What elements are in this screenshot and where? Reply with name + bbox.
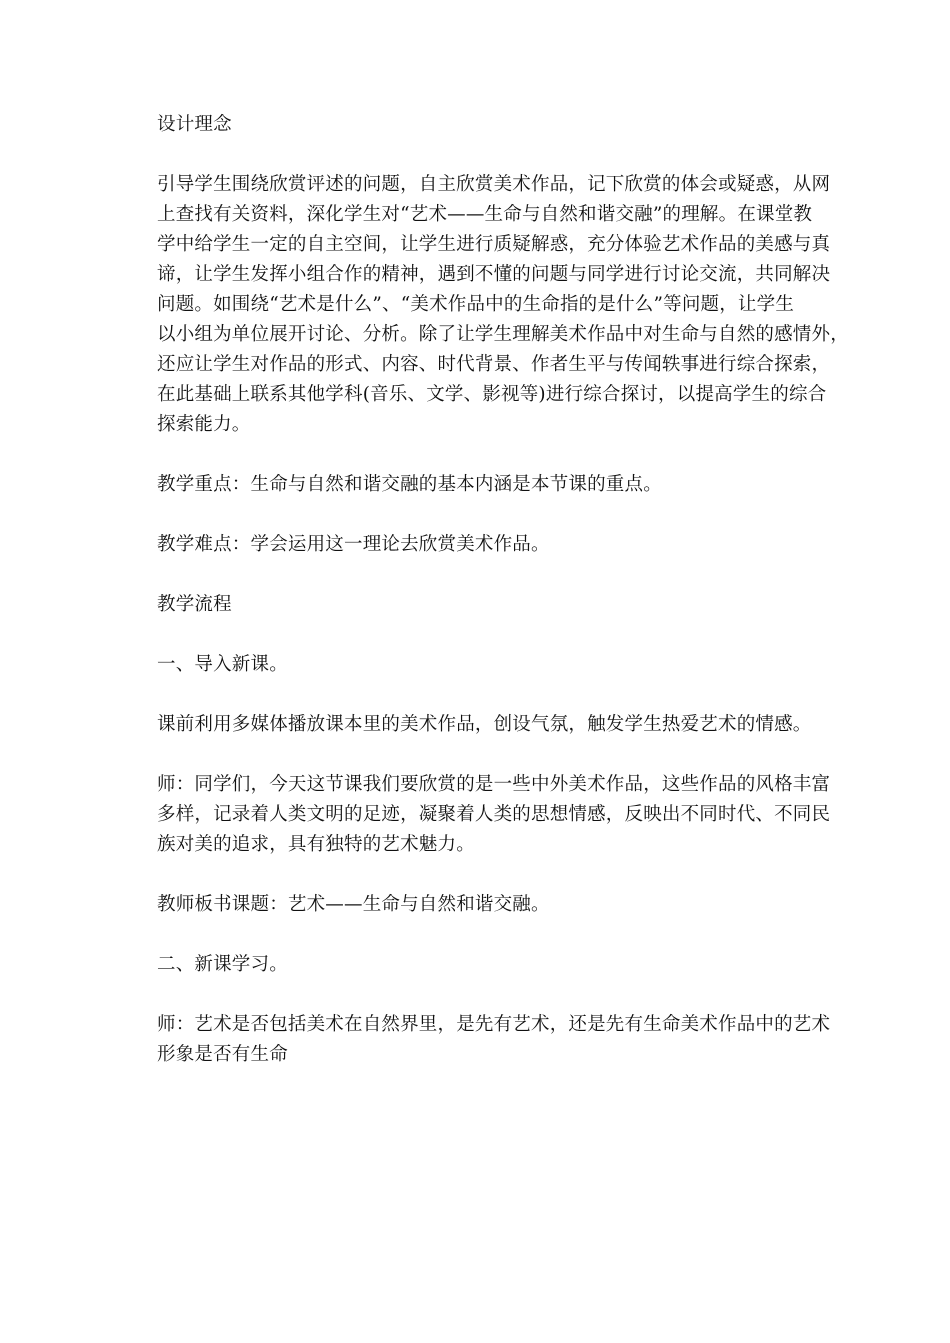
question-line: 形象是否有生命 xyxy=(157,1044,288,1065)
teacher-line: 族对美的追求，具有独特的艺术魅力。 xyxy=(157,834,475,855)
spacer xyxy=(157,860,847,890)
teacher-line: 多样，记录着人类文明的足迹，凝聚着人类的思想情感，反映出不同时代、不同民 xyxy=(157,804,831,825)
heading-teaching-process: 教学流程 xyxy=(157,594,232,615)
document-page xyxy=(157,110,847,1070)
design-line: 在此基础上联系其他学科(音乐、文学、影视等)进行综合探讨，以提高学生的综合 xyxy=(157,384,827,405)
teacher-line: 师：同学们，今天这节课我们要欣赏的是一些中外美术作品，这些作品的风格丰富 xyxy=(157,774,831,795)
spacer xyxy=(157,680,847,710)
spacer xyxy=(157,440,847,470)
spacer xyxy=(157,140,847,170)
section-one-heading: 一、导入新课。 xyxy=(157,654,288,675)
teaching-key-point: 教学重点：生命与自然和谐交融的基本内涵是本节课的重点。 xyxy=(157,474,662,495)
teacher-paragraph xyxy=(157,770,847,860)
heading-design-concept: 设计理念 xyxy=(157,114,232,135)
spacer xyxy=(157,980,847,1010)
section-two-heading: 二、新课学习。 xyxy=(157,954,288,975)
spacer xyxy=(157,740,847,770)
spacer xyxy=(157,500,847,530)
design-line: 还应让学生对作品的形式、内容、时代背景、作者生平与传闻轶事进行综合探索， xyxy=(157,354,831,375)
design-concept-paragraph xyxy=(157,170,847,440)
question-line: 师：艺术是否包括美术在自然界里，是先有艺术，还是先有生命美术作品中的艺术 xyxy=(157,1014,831,1035)
design-line: 以小组为单位展开讨论、分析。除了让学生理解美术作品中对生命与自然的感情外， xyxy=(157,324,849,345)
spacer xyxy=(157,920,847,950)
design-line: 引导学生围绕欣赏评述的问题，自主欣赏美术作品，记下欣赏的体会或疑惑，从网 xyxy=(157,174,831,195)
board-title-paragraph: 教师板书课题：艺术——生命与自然和谐交融。 xyxy=(157,894,550,915)
design-line: 上查找有关资料，深化学生对“艺术——生命与自然和谐交融”的理解。在课堂教 xyxy=(157,204,813,225)
design-line: 学中给学生一定的自主空间，让学生进行质疑解惑，充分体验艺术作品的美感与真 xyxy=(157,234,831,255)
question-paragraph xyxy=(157,1010,847,1070)
design-line: 谛，让学生发挥小组合作的精神，遇到不懂的问题与同学进行讨论交流，共同解决 xyxy=(157,264,831,285)
intro-paragraph: 课前利用多媒体播放课本里的美术作品，创设气氛，触发学生热爱艺术的情感。 xyxy=(157,714,812,735)
teaching-difficult-point: 教学难点：学会运用这一理论去欣赏美术作品。 xyxy=(157,534,550,555)
spacer xyxy=(157,620,847,650)
spacer xyxy=(157,560,847,590)
design-line: 探索能力。 xyxy=(157,414,251,435)
design-line: 问题。如围绕“艺术是什么”、“美术作品中的生命指的是什么”等问题，让学生 xyxy=(157,294,795,315)
